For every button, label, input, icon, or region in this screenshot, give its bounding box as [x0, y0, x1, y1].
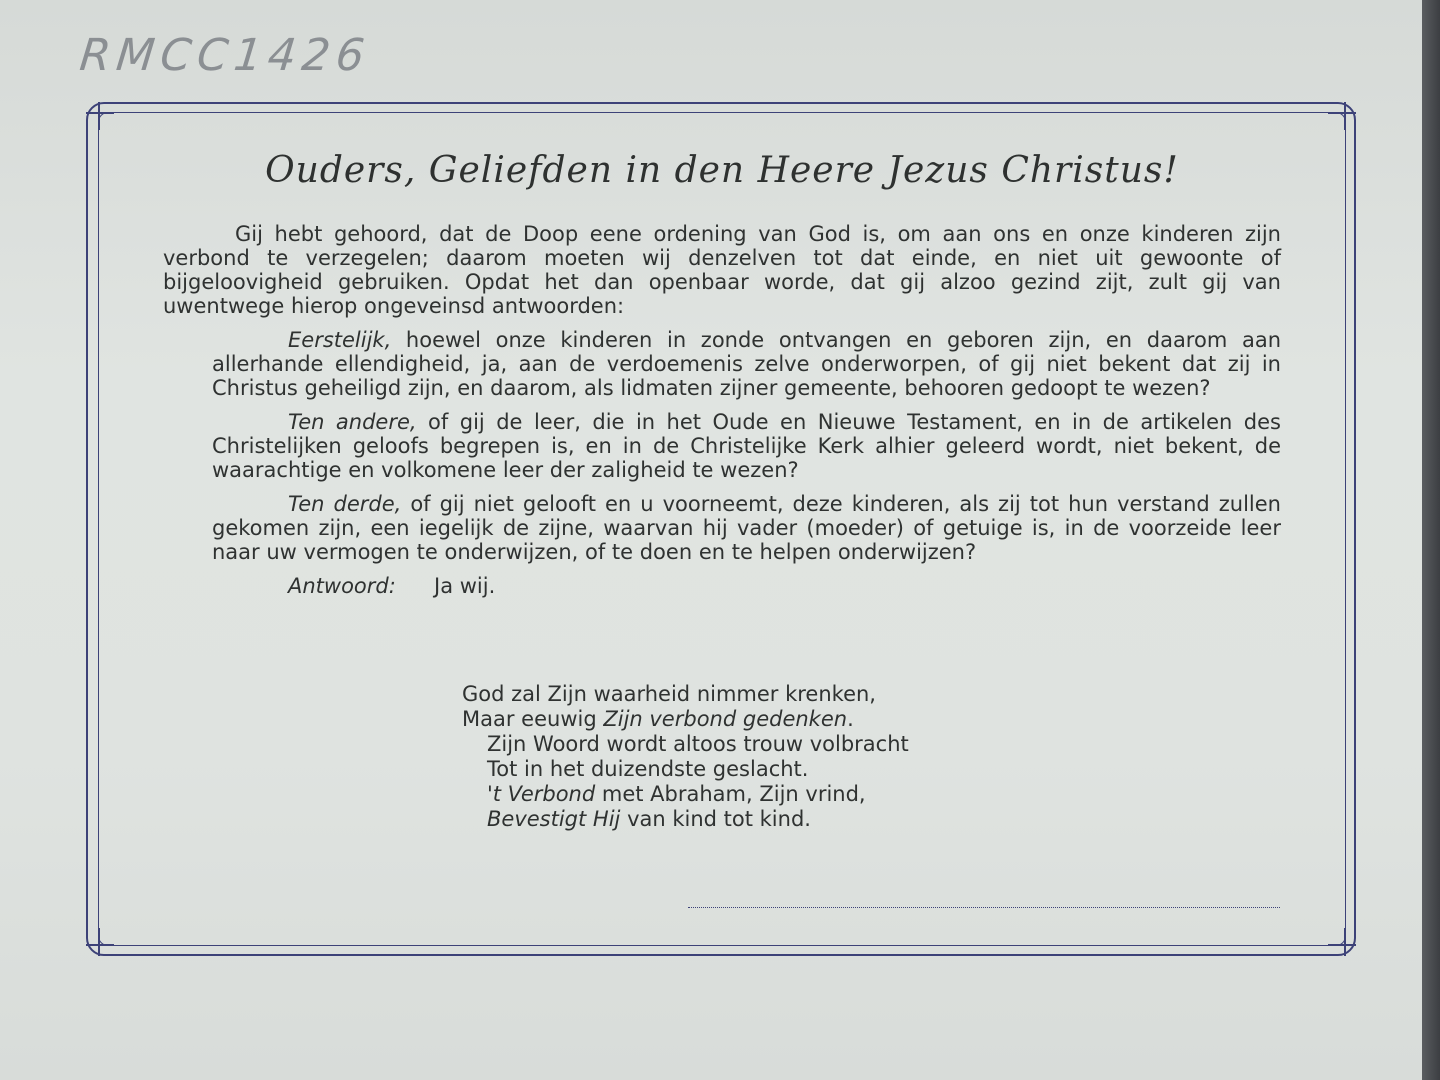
question-3-lead: Ten derde, [288, 492, 402, 516]
body-text [163, 222, 1281, 598]
verse-line-1: God zal Zijn waarheid nimmer krenken, [462, 682, 876, 706]
verse-line-6-end: van kind tot kind. [620, 807, 811, 831]
question-2-text: of gij de leer, die in het Oude en Nieuwe Testament, en in de artikelen des Christelijken geloofs begrepen is, en in de Christelijke Kerk alhier geleerd wordt, niet bekent, de waarachtige en volkomene leer der zaligheid te wezen? [212, 410, 1281, 482]
heading: Ouders, Geliefden in den Heere Jezus Christus! [265, 150, 1179, 191]
verse-line-5 [462, 782, 909, 807]
verse-line-2-start: Maar eeuwig [462, 707, 604, 731]
background-edge [1422, 0, 1440, 1080]
answer-text: Ja wij. [434, 574, 496, 598]
frame-corner-br-h [1328, 944, 1356, 946]
verse [462, 682, 909, 832]
signature-line [688, 907, 1280, 908]
question-1-lead: Eerstelijk, [288, 328, 392, 352]
frame-corner-bl-v [98, 928, 100, 956]
frame-corner-tr-h [1328, 112, 1356, 114]
archive-mark: RMCC1426 [77, 30, 373, 81]
question-1-text: hoewel onze kinderen in zonde ontvangen en geboren zijn, en daarom aan allerhande ellendigheid, ja, aan de verdoemenis zelve onderworpen, of gij niet bekent dat zij in Christus geheiligd zijn, en daarom, als lidmaten zijner gemeente, behooren gedoopt te wezen? [212, 328, 1281, 400]
verse-line-6 [462, 807, 909, 832]
intro-paragraph: Gij hebt gehoord, dat de Doop eene ordening van God is, om aan ons en onze kinderen zijn verbond te verzegelen; daarom moeten wij denzelven tot dat einde, en niet uit gewoonte of bijgeloovigheid gebruiken. Opdat het dan openbaar worde, dat gij alzoo gezind zijt, zult gij van uwentwege hierop ongeveinsd antwoorden: [163, 222, 1281, 318]
verse-line-2-end: . [847, 707, 854, 731]
verse-line-6-italic: Bevestigt Hij [487, 807, 621, 831]
verse-line-4: Tot in het duizendste geslacht. [487, 757, 809, 781]
frame-corner-br-v [1344, 928, 1346, 956]
frame-corner-tr-v [1344, 102, 1346, 130]
verse-line-2-italic: Zijn verbond gedenken [603, 707, 848, 731]
verse-line-5-italic: 't Verbond [487, 782, 596, 806]
verse-line-2 [462, 707, 909, 732]
question-2 [212, 410, 1281, 482]
answer-label: Antwoord: [288, 574, 396, 598]
verse-line-5-end: met Abraham, Zijn vrind, [595, 782, 866, 806]
answer-line [288, 574, 1281, 598]
frame-corner-bl-h [86, 944, 114, 946]
question-1 [212, 328, 1281, 400]
frame-corner-tl-h [86, 112, 114, 114]
question-2-lead: Ten andere, [288, 410, 417, 434]
frame-corner-tl-v [98, 102, 100, 130]
question-3-text: of gij niet gelooft en u voorneemt, deze kinderen, als zij tot hun verstand zullen gekomen zijn, een iegelijk de zijne, waarvan hij vader (moeder) of getuige is, in de voorzeide leer naar uw vermogen te onderwijzen, of te doen en te helpen onderwijzen? [212, 492, 1281, 564]
verse-line-3: Zijn Woord wordt altoos trouw volbracht [487, 732, 909, 756]
question-3 [212, 492, 1281, 564]
